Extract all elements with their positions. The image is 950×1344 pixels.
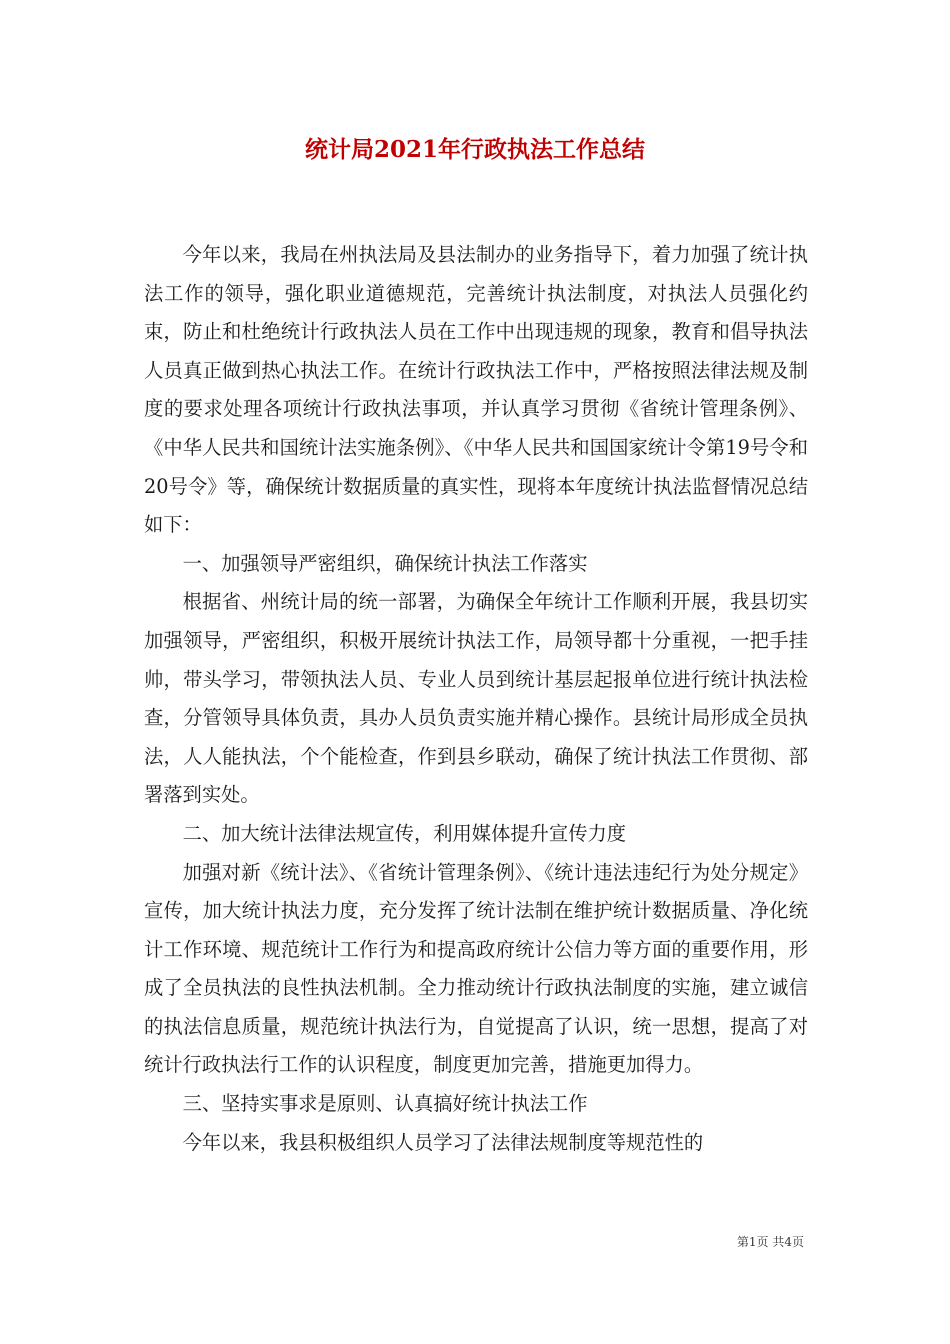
intro-paragraph: 今年以来，我局在州执法局及县法制办的业务指导下，着力加强了统计执法工作的领导，强化职业道德规范，完善统计执法制度，对执法人员强化约束，防止和杜绝统计行政执法人员在工作中出现违规的现象，教育和倡导执法人员真正做到热心执法工作。在统计行政执法工作中，严格按照法律法规及制度的要求处理各项统计行政执法事项，并认真学习贯彻《省统计管理条例》、《中华人民共和国统计法实施条例》、《中华人民共和国国家统计令第19号令和20号令》等，确保统计数据质量的真实性，现将本年度统计执法监督情况总结如下： <box>144 243 808 537</box>
section-paragraph-2: 加强对新《统计法》、《省统计管理条例》、《统计违法违纪行为处分规定》宣传，加大统计执法力度，充分发挥了统计法制在维护统计数据质量、净化统计工作环境、规范统计工作行为和提高政府统计公信力等方面的重要作用，形成了全员执法的良性执法机制。全力推动统计行政执法制度的实施，建立诚信的执法信息质量，规范统计执法行为，自觉提高了认识，统一思想，提高了对统计行政执法行工作的认识程度，制度更加完善，措施更加得力。 <box>144 860 808 1077</box>
document-body <box>144 236 808 1162</box>
page-number-footer: 第1页 共4页 <box>736 1235 804 1249</box>
section-heading-1: 一、加强领导严密组织，确保统计执法工作落实 <box>182 551 588 575</box>
document-title: 统计局2021年行政执法工作总结 <box>304 136 645 163</box>
section-heading-2: 二、加大统计法律法规宣传，利用媒体提升宣传力度 <box>182 821 627 845</box>
section-paragraph-3: 今年以来，我县积极组织人员学习了法律法规制度等规范性的 <box>182 1130 704 1154</box>
section-paragraph-1: 根据省、州统计局的统一部署，为确保全年统计工作顺利开展，我县切实加强领导，严密组织，积极开展统计执法工作，局领导都十分重视，一把手挂帅，带头学习，带领执法人员、专业人员到统计基层起报单位进行统计执法检查，分管领导具体负责，具办人员负责实施并精心操作。县统计局形成全员执法，人人能执法，个个能检查，作到县乡联动，确保了统计执法工作贯彻、部署落到实处。 <box>144 590 808 807</box>
section-heading-3: 三、坚持实事求是原则、认真搞好统计执法工作 <box>182 1092 588 1116</box>
